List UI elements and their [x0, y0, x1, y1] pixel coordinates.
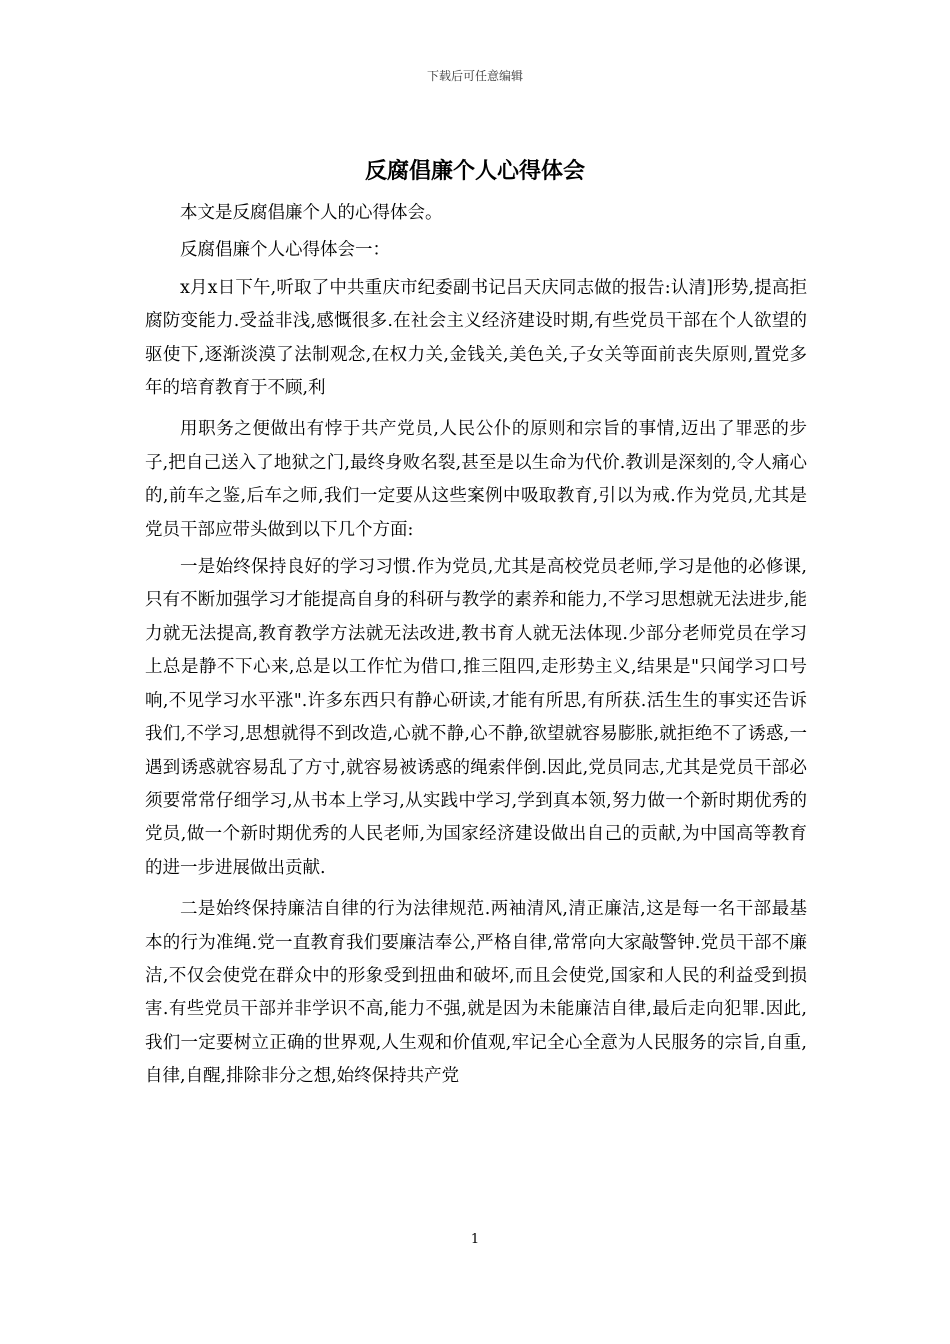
page-number: 1	[470, 1232, 480, 1247]
paragraph-section-heading: 反腐倡廉个人心得体会一：	[180, 240, 390, 261]
paragraph-report: x月x日下午,听取了中共重庆市纪委副书记吕天庆同志做的报告:认清]形势,提高拒腐防变能力.受益非浅,感慨很多.在社会主义经济建设时期,有些党员干部在个人欲望的驱使下,逐渐淡漠了法制观念,在权力关,金钱关,美色关,子女关等面前丧失原则,置党多年的培育教育于不顾,利	[145, 277, 807, 399]
paragraph-point-one: 一是始终保持良好的学习习惯.作为党员,尤其是高校党员老师,学习是他的必修课,只有不断加强学习才能提高自身的科研与教学的素养和能力,不学习思想就无法进步,能力就无法提高,教育教学方法就无法改进,教书育人就无法体现.少部分老师党员在学习上总是静不下心来,总是以工作忙为借口,推三阻四,走形势主义,结果是"只闻学习口号响,不见学习水平涨".许多东西只有静心研读,才能有所思,有所获.活生生的事实还告诉我们,不学习,思想就得不到改造,心就不静,心不静,欲望就容易膨胀,就拒绝不了诱惑,一遇到诱惑就容易乱了方寸,就容易被诱惑的绳索伴倒.因此,党员同志,尤其是党员干部必须要常常仔细学习,从书本上学习,从实践中学习,学到真本领,努力做一个新时期优秀的党员,做一个新时期优秀的人民老师,为国家经济建设做出自己的贡献,为中国高等教育的进一步进展做出贡献.	[145, 557, 807, 878]
header-note: 下载后可任意编辑	[426, 69, 523, 83]
paragraph-intro: 本文是反腐倡廉个人的心得体会。	[180, 203, 443, 223]
document-title: 反腐倡廉个人心得体会	[364, 158, 585, 184]
paragraph-point-two: 二是始终保持廉洁自律的行为法律规范.两袖清风,清正廉洁,这是每一名干部最基本的行为准绳.党一直教育我们要廉洁奉公,严格自律,常常向大家敲警钟.党员干部不廉洁,不仅会使党在群众中的形象受到扭曲和破坏,而且会使党,国家和人民的利益受到损害.有些党员干部并非学识不高,能力不强,就是因为未能廉洁自律,最后走向犯罪.因此,我们一定要树立正确的世界观,人生观和价值观,牢记全心全意为人民服务的宗旨,自重,自律,自醒,排除非分之想,始终保持共产党	[145, 899, 807, 1087]
paragraph-lessons: 用职务之便做出有悖于共产党员,人民公仆的原则和宗旨的事情,迈出了罪恶的步子,把自己送入了地狱之门,最终身败名裂,甚至是以生命为代价.教训是深刻的,令人痛心的,前车之鉴,后车之师,我们一定要从这些案例中吸取教育,引以为戒.作为党员,尤其是党员干部应带头做到以下几个方面:	[145, 419, 807, 540]
document-body	[145, 197, 807, 1094]
